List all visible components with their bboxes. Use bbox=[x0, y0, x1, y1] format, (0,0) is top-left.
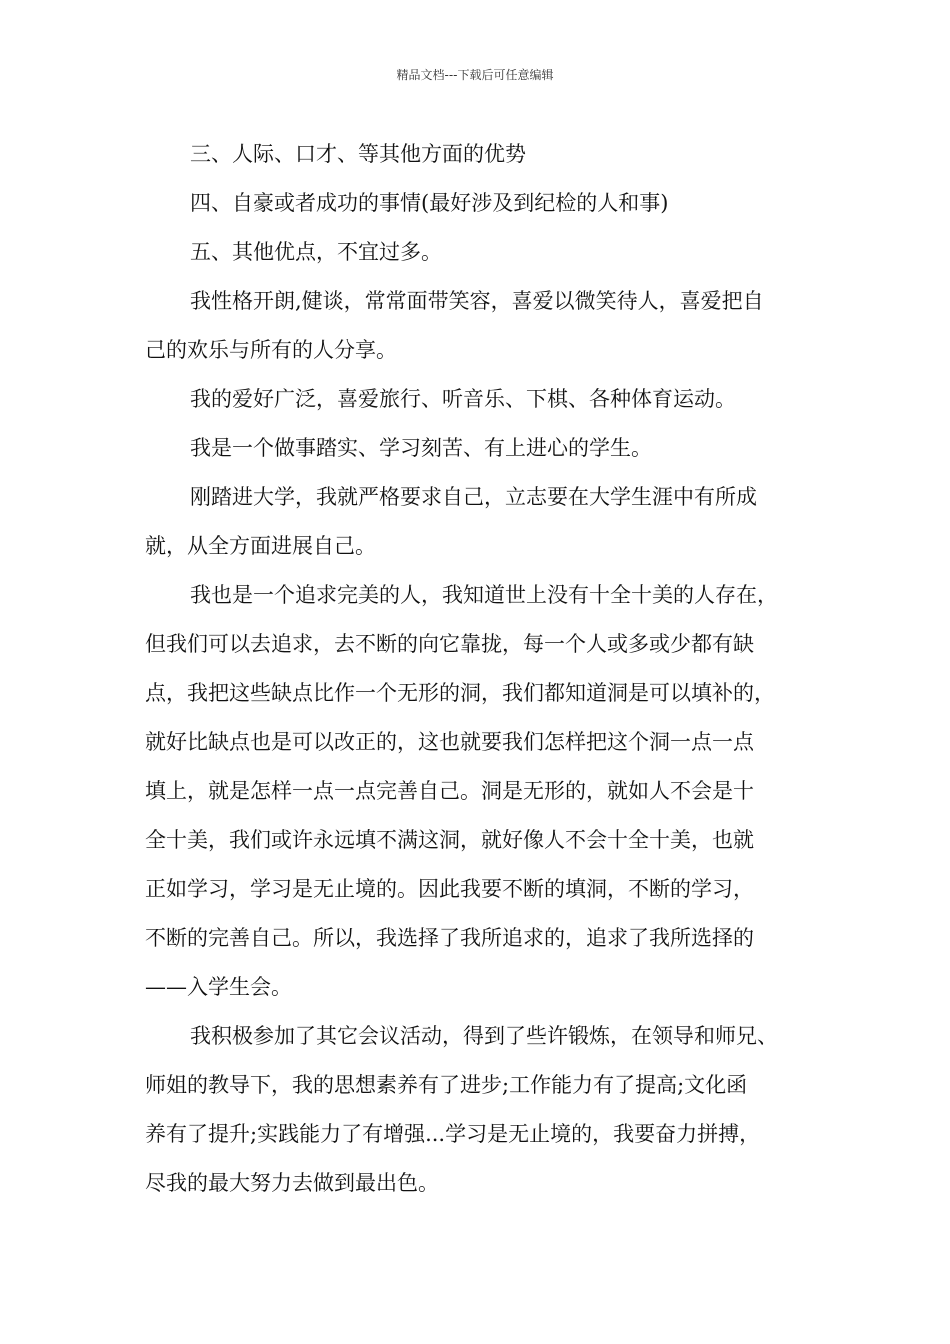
paragraph-line: 我积极参加了其它会议活动，得到了些许锻炼，在领导和师兄、 bbox=[190, 1024, 778, 1048]
paragraph-line: 不断的完善自己。所以，我选择了我所追求的，追求了我所选择的 bbox=[145, 926, 754, 950]
paragraph-line: 正如学习，学习是无止境的。因此我要不断的填洞，不断的学习， bbox=[145, 877, 754, 901]
paragraph-line: 但我们可以去追求，去不断的向它靠拢，每一个人或多或少都有缺 bbox=[145, 632, 754, 656]
paragraph-line: 刚踏进大学，我就严格要求自己，立志要在大学生涯中有所成 bbox=[190, 485, 757, 509]
paragraph-line: 我性格开朗,健谈，常常面带笑容，喜爱以微笑待人，喜爱把自 bbox=[190, 289, 764, 313]
paragraph bbox=[145, 375, 811, 424]
paragraph-line: 我是一个做事踏实、学习刻苦、有上进心的学生。 bbox=[190, 436, 652, 460]
paragraph-line: 三、人际、口才、等其他方面的优势 bbox=[190, 142, 526, 166]
page-header: 精品文档---下载后可任意编辑 bbox=[396, 68, 554, 82]
paragraph bbox=[145, 1012, 811, 1208]
paragraph bbox=[145, 277, 811, 375]
paragraph bbox=[145, 130, 811, 179]
paragraph-line: 就，从全方面进展自己。 bbox=[145, 534, 376, 558]
paragraph-line: 我也是一个追求完美的人，我知道世上没有十全十美的人存在， bbox=[190, 583, 778, 607]
paragraph-line: ——入学生会。 bbox=[145, 975, 292, 999]
paragraph-line: 养有了提升;实践能力了有增强...学习是无止境的，我要奋力拼搏， bbox=[145, 1122, 761, 1146]
paragraph-line: 五、其他优点，不宜过多。 bbox=[190, 240, 442, 264]
paragraph bbox=[145, 571, 811, 1012]
paragraph-line: 点，我把这些缺点比作一个无形的洞，我们都知道洞是可以填补的， bbox=[145, 681, 775, 705]
paragraph-line: 师姐的教导下，我的思想素养有了进步;工作能力有了提高;文化函 bbox=[145, 1073, 748, 1097]
paragraph bbox=[145, 473, 811, 571]
paragraph bbox=[145, 424, 811, 473]
paragraph-line: 就好比缺点也是可以改正的，这也就要我们怎样把这个洞一点一点 bbox=[145, 730, 754, 754]
paragraph-line: 全十美，我们或许永远填不满这洞，就好像人不会十全十美，也就 bbox=[145, 828, 754, 852]
paragraph-line: 尽我的最大努力去做到最出色。 bbox=[145, 1171, 439, 1195]
paragraph-line: 填上，就是怎样一点一点完善自己。洞是无形的，就如人不会是十 bbox=[145, 779, 754, 803]
paragraph-line: 己的欢乐与所有的人分享。 bbox=[145, 338, 397, 362]
document-body bbox=[145, 130, 811, 1208]
paragraph bbox=[145, 228, 811, 277]
paragraph-line: 我的爱好广泛，喜爱旅行、听音乐、下棋、各种体育运动。 bbox=[190, 387, 736, 411]
paragraph bbox=[145, 179, 811, 228]
paragraph-line: 四、自豪或者成功的事情(最好涉及到纪检的人和事) bbox=[190, 191, 669, 215]
